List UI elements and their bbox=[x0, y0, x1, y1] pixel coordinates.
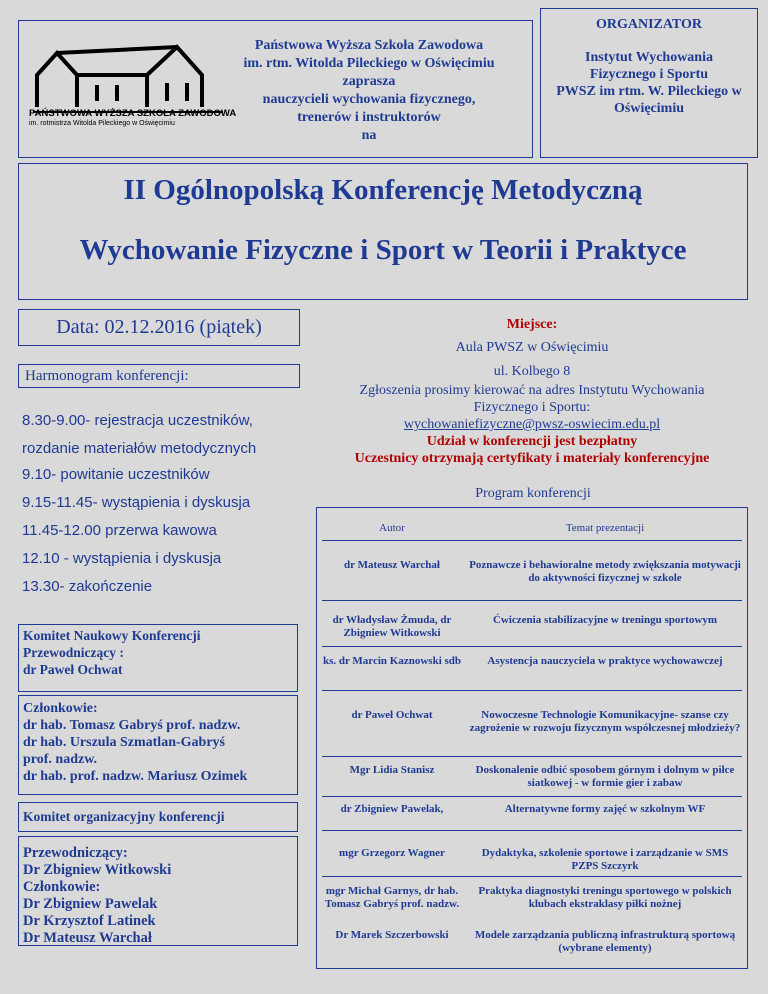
application-info: Fizycznego i Sportu: bbox=[473, 400, 591, 415]
logo-subtext: im. rotmistrza Witolda Pileckiego w Oświęcimiu bbox=[29, 120, 175, 127]
venue-label: Miejsce: bbox=[506, 317, 558, 332]
committee-members-box bbox=[18, 695, 298, 795]
member: dr hab. Urszula Szmatlan-Gabryś bbox=[23, 735, 225, 750]
organizer-line: PWSZ im rtm. W. Pileckiego w bbox=[556, 84, 742, 99]
table-divider bbox=[322, 690, 742, 691]
table-divider bbox=[322, 876, 742, 877]
column-header-topic: Temat prezentacji bbox=[565, 522, 645, 534]
application-info: Zgłoszenia prosimy kierować na adres Instytutu Wychowania bbox=[359, 383, 705, 398]
program-title: Program konferencji bbox=[475, 486, 591, 501]
invite-line: Państwowa Wyższa Szkoła Zawodowa bbox=[254, 38, 484, 53]
row-topic: Ćwiczenia stabilizacyjne w treningu sportowym bbox=[492, 614, 718, 626]
logo-text: PAŃSTWOWA WYŻSZA SZKOŁA ZAWODOWA bbox=[29, 108, 237, 119]
row-author: Mgr Lidia Stanisz bbox=[349, 764, 435, 776]
table-divider bbox=[322, 646, 742, 647]
row-author: ks. dr Marcin Kaznowski sdb bbox=[322, 655, 462, 667]
org-chair-label: Przewodniczący: bbox=[23, 845, 128, 861]
university-logo bbox=[27, 35, 227, 147]
committee-chair-label: Przewodniczący : bbox=[23, 645, 124, 660]
organizing-committee-box bbox=[18, 836, 298, 946]
organizer-name bbox=[541, 49, 757, 117]
schedule-heading: Harmonogram konferencji: bbox=[18, 364, 300, 388]
header-invitation-box bbox=[18, 20, 533, 158]
row-topic: Praktyka diagnostyki treningu sportowego w polskich klubach ekstraklasy piłki nożnej bbox=[478, 885, 732, 910]
table-divider bbox=[322, 540, 742, 541]
row-author: dr Paweł Ochwat bbox=[351, 709, 433, 721]
organizer-line: Oświęcimiu bbox=[614, 101, 684, 116]
table-divider bbox=[322, 796, 742, 797]
table-divider bbox=[322, 830, 742, 831]
scientific-committee-box bbox=[18, 624, 298, 692]
organizing-committee-heading: Komitet organizacyjny konferencji bbox=[18, 802, 298, 832]
row-topic: Doskonalenie odbić sposobem górnym i dolnym w piłce siatkowej - w formie gier i zabaw bbox=[475, 764, 735, 789]
invite-line: zaprasza bbox=[342, 74, 396, 89]
schedule-item: 9.10- powitanie uczestników bbox=[22, 466, 210, 483]
row-topic: Poznawcze i behawioralne metody zwiększania motywacji do aktywności fizycznej w szkole bbox=[469, 559, 741, 584]
free-participation-note: Udział w konferencji jest bezpłatny bbox=[426, 434, 638, 449]
conference-title: II Ogólnopolską Konferencję Metodyczną bbox=[123, 174, 643, 206]
member: dr hab. Tomasz Gabryś prof. nadzw. bbox=[23, 718, 241, 733]
org-members-label: Członkowie: bbox=[23, 879, 101, 895]
schedule-item: 12.10 - wystąpienia i dyskusja bbox=[22, 550, 222, 567]
schedule-item: 8.30-9.00- rejestracja uczestników, bbox=[22, 412, 253, 429]
table-divider bbox=[322, 756, 742, 757]
organizer-title: ORGANIZATOR bbox=[595, 17, 703, 32]
row-author: dr Władysław Żmuda, dr Zbigniew Witkowski bbox=[332, 614, 452, 639]
row-topic: Alternatywne formy zajęć w szkolnym WF bbox=[504, 803, 706, 815]
organizer-box bbox=[540, 8, 758, 158]
schedule-item: rozdanie materiałów metodycznych bbox=[22, 440, 257, 457]
row-author: mgr Michał Garnys, dr hab. Tomasz Gabryś prof. nadzw. bbox=[324, 885, 460, 910]
org-member: Dr Krzysztof Latinek bbox=[23, 913, 156, 929]
invite-line: na bbox=[361, 128, 377, 143]
row-author: dr Mateusz Warchał bbox=[344, 559, 440, 571]
invite-line: trenerów i instruktorów bbox=[297, 110, 441, 125]
row-topic: Nowoczesne Technologie Komunikacyjne- szanse czy zagrożenie w rozwoju fizycznym współczesnej młodzieży? bbox=[469, 709, 741, 734]
organizer-line: Fizycznego i Sportu bbox=[589, 67, 709, 82]
row-author: dr Zbigniew Pawelak, bbox=[340, 803, 444, 815]
venue-info bbox=[322, 315, 742, 467]
org-chair: Dr Zbigniew Witkowski bbox=[23, 862, 172, 878]
member: dr hab. prof. nadzw. Mariusz Ozimek bbox=[23, 769, 248, 784]
row-topic: Modele zarządzania publiczną infrastrukturą sportową (wybrane elementy) bbox=[474, 929, 736, 954]
committee-heading: Komitet Naukowy Konferencji bbox=[23, 628, 201, 643]
row-author: Dr Marek Szczerbowski bbox=[335, 929, 449, 941]
committee-chair: dr Paweł Ochwat bbox=[23, 662, 123, 677]
invite-line: im. rtm. Witolda Pileckiego w Oświęcimiu bbox=[243, 56, 495, 71]
contact-email-link[interactable]: wychowaniefizyczne@pwsz-oswiecim.edu.pl bbox=[403, 417, 661, 432]
conference-subtitle: Wychowanie Fizyczne i Sport w Teorii i Praktyce bbox=[79, 234, 687, 266]
conference-title-box bbox=[18, 163, 748, 300]
member: prof. nadzw. bbox=[23, 752, 98, 767]
row-topic: Dydaktyka, szkolenie sportowe i zarządzanie w SMS PZPS Szczyrk bbox=[481, 847, 729, 872]
schedule-item: 11.45-12.00 przerwa kawowa bbox=[22, 522, 217, 539]
org-member: Dr Mateusz Warchał bbox=[23, 930, 152, 946]
row-topic: Asystencja nauczyciela w praktyce wychowawczej bbox=[487, 655, 723, 667]
members-label: Członkowie: bbox=[23, 701, 98, 716]
certificate-note: Uczestnicy otrzymają certyfikaty i materiały konferencyjne bbox=[354, 451, 710, 466]
invitation-text bbox=[219, 37, 519, 145]
schedule-item: 9.15-11.45- wystąpienia i dyskusja bbox=[22, 494, 251, 511]
organizer-line: Instytut Wychowania bbox=[585, 50, 713, 65]
venue-street: ul. Kolbego 8 bbox=[493, 364, 571, 379]
invite-line: nauczycieli wychowania fizycznego, bbox=[262, 92, 476, 107]
table-divider bbox=[322, 600, 742, 601]
org-member: Dr Zbigniew Pawelak bbox=[23, 896, 158, 912]
schedule-item: 13.30- zakończenie bbox=[22, 578, 153, 595]
venue-name: Aula PWSZ w Oświęcimiu bbox=[455, 340, 609, 355]
conference-date: Data: 02.12.2016 (piątek) bbox=[18, 309, 300, 346]
row-author: mgr Grzegorz Wagner bbox=[339, 847, 445, 859]
column-header-author: Autor bbox=[379, 522, 405, 534]
